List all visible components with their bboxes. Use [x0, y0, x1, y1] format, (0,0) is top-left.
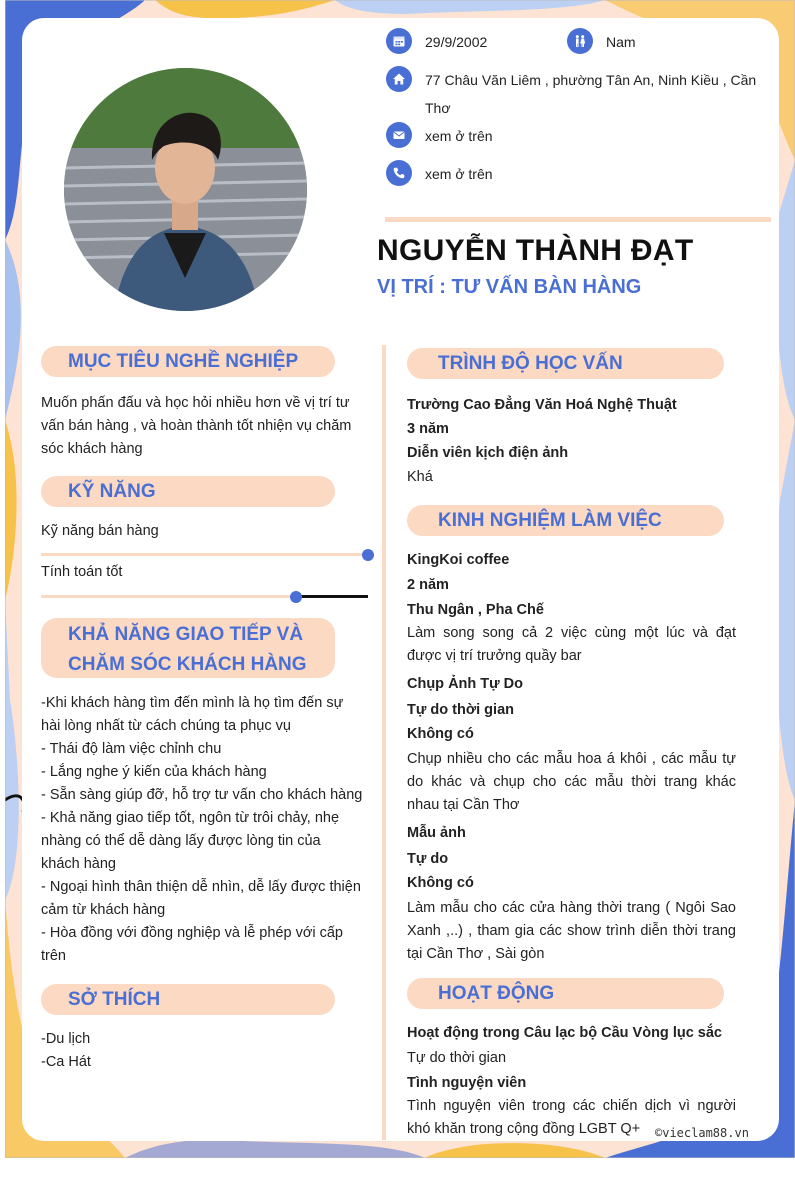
communication-line: -Khi khách hàng tìm đến mình là họ tìm đến sự	[41, 695, 344, 711]
skill-bar-remaining	[296, 595, 368, 598]
communication-line: - Lắng nghe ý kiến của khách hàng	[41, 764, 267, 780]
watermark: ©vieclam88.vn	[655, 1126, 749, 1140]
header-divider	[385, 217, 771, 222]
communication-title-line-1: KHẢ NĂNG GIAO TIẾP VÀ	[68, 624, 304, 645]
section-header-experience	[407, 505, 724, 536]
education-text	[407, 393, 737, 489]
skill-bar-knob	[362, 549, 374, 561]
gender-value: Nam	[606, 34, 636, 50]
communication-line: - Ngoại hình thân thiện dễ nhìn, dễ lấy được thiện	[41, 879, 361, 895]
address-value	[425, 66, 756, 122]
birthdate-row	[386, 28, 487, 56]
activities-title: HOẠT ĐỘNG	[438, 983, 555, 1004]
job-description: được vị trí trưởng quầy bar	[407, 648, 582, 664]
job-description: Làm mẫu cho các cửa hàng thời trang ( Ngôi Sao	[407, 900, 736, 916]
email-value: xem ở trên	[425, 128, 493, 144]
gender-icon	[567, 28, 593, 54]
hobbies-text	[41, 1028, 371, 1074]
section-header-education	[407, 348, 724, 379]
skill-label: Kỹ năng bán hàng	[41, 523, 159, 539]
section-header-skills	[41, 476, 335, 507]
communication-line: - Sẵn sàng giúp đỡ, hỗ trợ tư vấn cho khách hàng	[41, 787, 363, 803]
skill-bar-knob	[290, 591, 302, 603]
email-icon	[386, 122, 412, 148]
job-company: KingKoi coffee	[407, 552, 510, 568]
profile-photo	[64, 68, 307, 311]
position-title: VỊ TRÍ : TƯ VẤN BÀN HÀNG	[377, 276, 642, 298]
activity-role: Tình nguyện viên	[407, 1075, 527, 1091]
education-school: Trường Cao Đẳng Văn Hoá Nghệ Thuật	[407, 397, 677, 413]
job-description: do khác và chụp cho các mẫu thời trang khác	[407, 774, 736, 790]
skill-bar	[41, 595, 368, 598]
objective-title: MỤC TIÊU NGHỀ NGHIỆP	[68, 351, 299, 372]
job-description: Làm song song cả 2 việc cùng một lúc và đạt	[407, 625, 736, 641]
objective-line: Muốn phấn đấu và học hỏi nhiều hơn về vị trí tư	[41, 395, 350, 411]
address-row	[386, 66, 756, 122]
education-duration: 3 năm	[407, 421, 449, 437]
activity-org: Hoạt động trong Câu lạc bộ Cầu Vòng lục sắc	[407, 1025, 722, 1041]
gender-row	[567, 28, 636, 56]
address-line-2: Thơ	[425, 100, 451, 116]
job-duration: 2 năm	[407, 577, 449, 593]
calendar-icon	[386, 28, 412, 54]
education-major: Diễn viên kịch điện ảnh	[407, 445, 569, 461]
hobby-item: -Ca Hát	[41, 1054, 91, 1070]
education-title: TRÌNH ĐỘ HỌC VẤN	[438, 353, 623, 374]
communication-line: - Khả năng giao tiếp tốt, ngôn từ trôi chảy, nhẹ	[41, 810, 340, 826]
phone-row	[386, 160, 493, 188]
activity-duration: Tự do thời gian	[407, 1050, 507, 1066]
job-description: tại Cần Thơ , Sài gòn	[407, 946, 545, 962]
job-role: Không có	[407, 726, 474, 742]
hobby-item: -Du lịch	[41, 1031, 91, 1047]
section-header-activities	[407, 978, 724, 1009]
full-name: NGUYỄN THÀNH ĐẠT	[377, 234, 694, 267]
section-header-communication	[41, 618, 335, 678]
communication-line: nhàng có thể dễ dàng lấy được lòng tin của	[41, 833, 321, 849]
hobbies-title: SỞ THÍCH	[68, 989, 161, 1010]
objective-line: sóc khách hàng	[41, 441, 143, 457]
job-company: Chụp Ảnh Tự Do	[407, 676, 523, 692]
section-header-hobbies	[41, 984, 335, 1015]
job-description: Chụp nhiều cho các mẫu hoa á khôi , các mẫu tự	[407, 751, 736, 767]
column-divider	[382, 345, 386, 1140]
experience-text	[407, 548, 736, 966]
job-role: Không có	[407, 875, 474, 891]
education-grade: Khá	[407, 469, 433, 485]
activities-text	[407, 1021, 736, 1141]
communication-line: hài lòng nhất từ cách chúng ta phục vụ	[41, 718, 291, 734]
job-description: nhau tại Cần Thơ	[407, 797, 520, 813]
activity-description: khó khăn trong cộng đồng LGBT Q+	[407, 1121, 641, 1137]
email-row	[386, 122, 493, 150]
phone-icon	[386, 160, 412, 186]
objective-line: vấn bán hàng , và hoàn thành tốt nhiện vụ chăm	[41, 418, 352, 434]
objective-text	[41, 392, 371, 461]
job-duration: Tự do	[407, 851, 449, 867]
job-description: Xanh ,..) , tham gia các show trình diễn thời trang	[407, 923, 736, 939]
communication-line: - Hòa đồng với đồng nghiệp và lễ phép với cấp	[41, 925, 343, 941]
phone-value: xem ở trên	[425, 166, 493, 182]
communication-text	[41, 692, 371, 968]
job-company: Mẫu ảnh	[407, 825, 466, 841]
experience-title: KINH NGHIỆM LÀM VIỆC	[438, 510, 662, 531]
home-icon	[386, 66, 412, 92]
job-role: Thu Ngân , Pha Chế	[407, 602, 544, 618]
skills-title: KỸ NĂNG	[68, 481, 156, 502]
address-line-1: 77 Châu Văn Liêm , phường Tân An, Ninh Kiều , Cần	[425, 72, 757, 88]
skill-bar	[41, 553, 368, 556]
activity-description: Tình nguyện viên trong các chiến dịch vì người	[407, 1098, 736, 1114]
communication-line: trên	[41, 948, 66, 964]
communication-line: khách hàng	[41, 856, 116, 872]
birthdate-value: 29/9/2002	[425, 34, 488, 50]
communication-line: cảm từ khách hàng	[41, 902, 166, 918]
communication-title-line-2: CHĂM SÓC KHÁCH HÀNG	[68, 654, 307, 675]
communication-line: - Thái độ làm việc chỉnh chu	[41, 741, 222, 757]
section-header-objective	[41, 346, 335, 377]
job-duration: Tự do thời gian	[407, 702, 514, 718]
skill-label: Tính toán tốt	[41, 564, 123, 580]
